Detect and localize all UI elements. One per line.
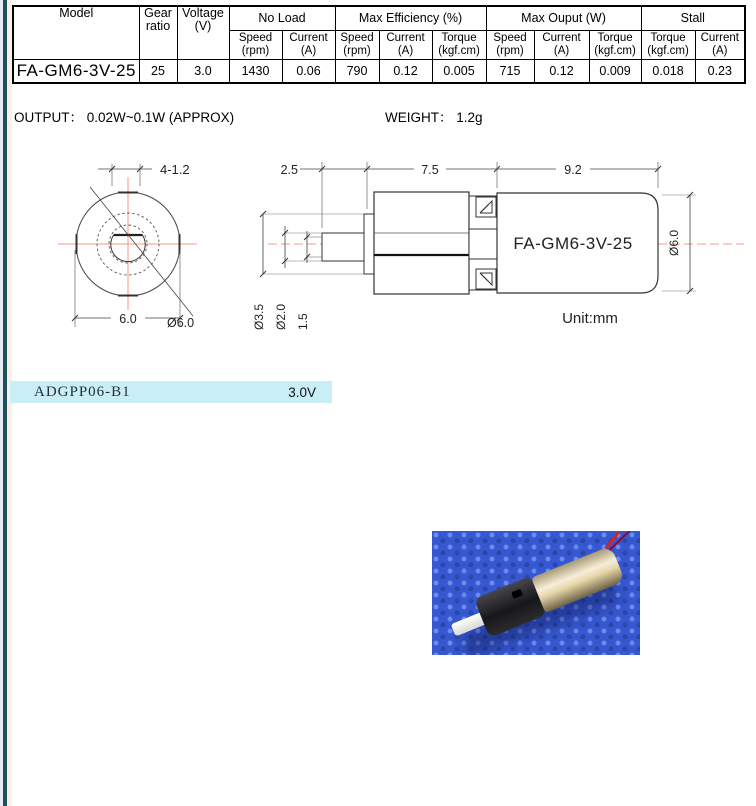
- spec-sub-mo-current: Current (A): [534, 30, 589, 59]
- spec-sub-mo-torque: Torque (kgf.cm): [589, 30, 641, 59]
- spec-sub-stall-current: Current (A): [695, 30, 745, 59]
- output-text: OUTPUT： 0.02W~0.1W (APPROX): [14, 110, 235, 125]
- spec-sub-mo-speed: Speed (rpm): [486, 30, 534, 59]
- spec-value-mo-torque: 0.009: [589, 59, 641, 83]
- spec-value-stall-torque: 0.018: [641, 59, 695, 83]
- spec-value-nl-speed: 1430: [229, 59, 282, 83]
- spec-value-voltage: 3.0: [177, 59, 229, 83]
- y1-axis-title: CURRENT(A): [63, 424, 74, 487]
- spec-header-model: Model: [13, 6, 139, 59]
- x-tick-0009: 0.009: [179, 775, 207, 787]
- y1-tick-018: 0.18: [52, 578, 73, 591]
- unit-label: Unit:mm: [562, 310, 618, 327]
- gear-header-line2: ratio: [145, 19, 171, 33]
- spec-sub-stall-torque: Torque (kgf.cm): [641, 30, 695, 59]
- spec-value-me-speed: 790: [335, 59, 379, 83]
- spec-sub-nl-current: Current (A): [282, 30, 335, 59]
- spec-value-gear-ratio: 25: [139, 59, 177, 83]
- banner-part-number: ADGPP06-B1: [34, 383, 131, 400]
- spec-sub-me-speed: Speed (rpm): [335, 30, 379, 59]
- spec-value-nl-current: 0.06: [282, 59, 335, 83]
- y2-axis-title: SPEED(rpm): [84, 429, 95, 487]
- y2-tick-550: 550: [77, 672, 93, 683]
- spec-value-mo-current: 0.12: [534, 59, 589, 83]
- x-tick-00135: 0.0135: [226, 775, 260, 787]
- spec-header-gear-ratio: [139, 6, 177, 59]
- spec-value-me-torque: 0.005: [432, 59, 486, 83]
- x-legend-I: I: [51, 775, 55, 787]
- x-tick-00045: 0.0045: [126, 775, 160, 787]
- spec-group-max-efficiency: Max Efficiency (%): [335, 6, 486, 30]
- y2-tick-1100: 1100: [77, 579, 97, 589]
- x-axis-title: TORQUE(Kgf.cm): [113, 788, 223, 803]
- technical-drawing: [0, 145, 756, 345]
- motor-photo-assembly: [440, 531, 640, 655]
- dim-gearbox-length: 7.5: [421, 163, 439, 177]
- dim-body-dia: Ø6.0: [667, 229, 681, 257]
- y1-tick-009: 0.09: [52, 672, 73, 684]
- voltage-header-line2: (V): [194, 19, 212, 33]
- spec-header-voltage: [177, 6, 229, 59]
- series-label-I: I: [254, 540, 258, 554]
- gear-header-line1: Gear: [144, 6, 172, 20]
- voltage-header-line1: Voltage: [182, 6, 224, 20]
- front-view: [58, 162, 197, 330]
- series-label-N: N: [160, 593, 170, 607]
- dim-front-width: 6.0: [119, 312, 137, 326]
- spec-sub-me-torque: Torque (kgf.cm): [432, 30, 486, 59]
- summary-line: [0, 106, 756, 124]
- dim-motor-length: 9.2: [564, 163, 582, 177]
- spec-sub-nl-speed: Speed (rpm): [229, 30, 282, 59]
- spec-value-me-current: 0.12: [379, 59, 432, 83]
- dim-shaft-dia: Ø2.0: [274, 303, 288, 330]
- spec-table: [12, 5, 746, 84]
- spec-table-wrap: [12, 5, 746, 84]
- part-number-banner: [10, 381, 332, 403]
- product-photo: [432, 531, 640, 655]
- x-tick-0: 0: [90, 775, 96, 787]
- side-view-model-label: FA-GM6-3V-25: [513, 234, 633, 253]
- spec-value-model: FA-GM6-3V-25: [13, 59, 139, 83]
- spec-group-stall: Stall: [641, 6, 745, 30]
- dim-shaft-flat: 1.5: [296, 313, 310, 330]
- weight-text: WEIGHT： 1.2g: [385, 110, 483, 125]
- spec-value-stall-current: 0.23: [695, 59, 745, 83]
- y2-tick-1650: 1650: [77, 485, 98, 496]
- dim-front-holes: 4-1.2: [160, 162, 190, 177]
- banner-voltage: 3.0V: [288, 384, 316, 400]
- y1-tick-027: 0.27: [52, 485, 73, 497]
- dim-shaft-length: 2.5: [280, 163, 298, 177]
- x-tick-0018: 0.018: [279, 775, 307, 787]
- dim-front-dia: Ø6.0: [167, 316, 195, 330]
- motor-body: [531, 546, 625, 613]
- spec-group-max-output: Max Ouput (W): [486, 6, 641, 30]
- side-view: [252, 162, 744, 330]
- performance-chart: [0, 410, 350, 806]
- spec-group-no-load: No Load: [229, 6, 335, 30]
- spec-value-mo-speed: 715: [486, 59, 534, 83]
- x-legend-N: N: [73, 775, 81, 787]
- spec-sub-me-current: Current (A): [379, 30, 432, 59]
- dim-boss-dia: Ø3.5: [252, 303, 266, 330]
